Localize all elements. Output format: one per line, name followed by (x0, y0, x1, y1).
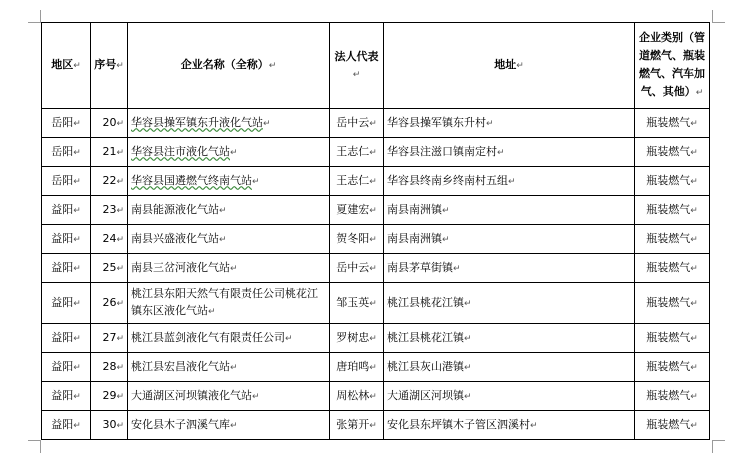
cell-type: 瓶装燃气↵ (635, 411, 710, 440)
cell-region: 岳阳↵ (42, 167, 91, 196)
cell-rep: 邹玉英↵ (330, 283, 384, 324)
cell-type: 瓶装燃气↵ (635, 109, 710, 138)
cell-type: 瓶装燃气↵ (635, 167, 710, 196)
cell-name: 华容县国遴燃气终南气站↵ (128, 167, 330, 196)
cell-address: 南县茅草街镇↵ (384, 254, 635, 283)
cell-name: 南县三岔河液化气站↵ (128, 254, 330, 283)
cell-region: 益阳↵ (42, 411, 91, 440)
cell-name: 南县兴盛液化气站↵ (128, 225, 330, 254)
cell-rep: 唐珀鸣↵ (330, 353, 384, 382)
cell-seq: 22↵ (91, 167, 128, 196)
cell-type: 瓶装燃气↵ (635, 138, 710, 167)
cell-region: 益阳↵ (42, 324, 91, 353)
cell-region: 益阳↵ (42, 382, 91, 411)
cell-rep: 王志仁↵ (330, 138, 384, 167)
table-row (42, 382, 710, 411)
cell-rep: 岳中云↵ (330, 109, 384, 138)
cell-name: 大通湖区河坝镇液化气站↵ (128, 382, 330, 411)
cell-name: 南县能源液化气站↵ (128, 196, 330, 225)
cell-seq: 27↵ (91, 324, 128, 353)
page-corner-mark (28, 10, 41, 23)
cell-address: 南县南洲镇↵ (384, 196, 635, 225)
header-rep: 法人代表↵ (330, 23, 384, 109)
cell-seq: 30↵ (91, 411, 128, 440)
cell-name: 桃江县蓝剑液化气有限责任公司↵ (128, 324, 330, 353)
cell-address: 华容县终南乡终南村五组↵ (384, 167, 635, 196)
cell-address: 桃江县灰山港镇↵ (384, 353, 635, 382)
header-name: 企业名称（全称）↵ (128, 23, 330, 109)
cell-seq: 24↵ (91, 225, 128, 254)
table-row (42, 324, 710, 353)
cell-type: 瓶装燃气↵ (635, 254, 710, 283)
cell-rep: 王志仁↵ (330, 167, 384, 196)
cell-type: 瓶装燃气↵ (635, 324, 710, 353)
page-corner-mark (712, 10, 725, 23)
cell-region: 益阳↵ (42, 196, 91, 225)
cell-seq: 25↵ (91, 254, 128, 283)
cell-rep: 贺冬阳↵ (330, 225, 384, 254)
table-row (42, 283, 710, 324)
cell-region: 益阳↵ (42, 225, 91, 254)
cell-address: 华容县注滋口镇南定村↵ (384, 138, 635, 167)
table-row (42, 167, 710, 196)
cell-address: 南县南洲镇↵ (384, 225, 635, 254)
cell-rep: 岳中云↵ (330, 254, 384, 283)
cell-type: 瓶装燃气↵ (635, 225, 710, 254)
cell-region: 益阳↵ (42, 254, 91, 283)
cell-rep: 罗树忠↵ (330, 324, 384, 353)
cell-name: 桃江县宏昌液化气站↵ (128, 353, 330, 382)
cell-region: 岳阳↵ (42, 138, 91, 167)
cell-type: 瓶装燃气↵ (635, 283, 710, 324)
cell-address: 大通湖区河坝镇↵ (384, 382, 635, 411)
table-row (42, 138, 710, 167)
page-corner-mark (28, 440, 41, 453)
table-row (42, 109, 710, 138)
cell-seq: 26↵ (91, 283, 128, 324)
cell-address: 华容县操军镇东升村↵ (384, 109, 635, 138)
cell-name: 桃江县东阳天然气有限责任公司桃花江镇东区液化气站↵ (128, 283, 330, 324)
cell-type: 瓶装燃气↵ (635, 382, 710, 411)
header-address: 地址↵ (384, 23, 635, 109)
cell-seq: 23↵ (91, 196, 128, 225)
header-type: 企业类别（管道燃气、瓶装燃气、汽车加气、其他）↵ (635, 23, 710, 109)
cell-type: 瓶装燃气↵ (635, 196, 710, 225)
cell-name: 华容县注市液化气站↵ (128, 138, 330, 167)
cell-rep: 周松林↵ (330, 382, 384, 411)
cell-seq: 21↵ (91, 138, 128, 167)
table-body (42, 109, 710, 440)
cell-seq: 29↵ (91, 382, 128, 411)
cell-region: 益阳↵ (42, 283, 91, 324)
table-row (42, 196, 710, 225)
cell-type: 瓶装燃气↵ (635, 353, 710, 382)
cell-name: 华容县操军镇东升液化气站↵ (128, 109, 330, 138)
cell-region: 益阳↵ (42, 353, 91, 382)
cell-seq: 28↵ (91, 353, 128, 382)
cell-seq: 20↵ (91, 109, 128, 138)
table-header-row (42, 23, 710, 109)
header-seq: 序号↵ (91, 23, 128, 109)
table-row (42, 353, 710, 382)
table-row (42, 254, 710, 283)
cell-address: 安化县东坪镇木子管区泗溪村↵ (384, 411, 635, 440)
cell-rep: 张第开↵ (330, 411, 384, 440)
cell-rep: 夏建宏↵ (330, 196, 384, 225)
gas-enterprise-table (41, 22, 710, 440)
header-region: 地区↵ (42, 23, 91, 109)
cell-address: 桃江县桃花江镇↵ (384, 324, 635, 353)
cell-address: 桃江县桃花江镇↵ (384, 283, 635, 324)
cell-region: 岳阳↵ (42, 109, 91, 138)
table-row (42, 411, 710, 440)
page-corner-mark (712, 440, 725, 453)
cell-name: 安化县木子泗溪气库↵ (128, 411, 330, 440)
table-row (42, 225, 710, 254)
